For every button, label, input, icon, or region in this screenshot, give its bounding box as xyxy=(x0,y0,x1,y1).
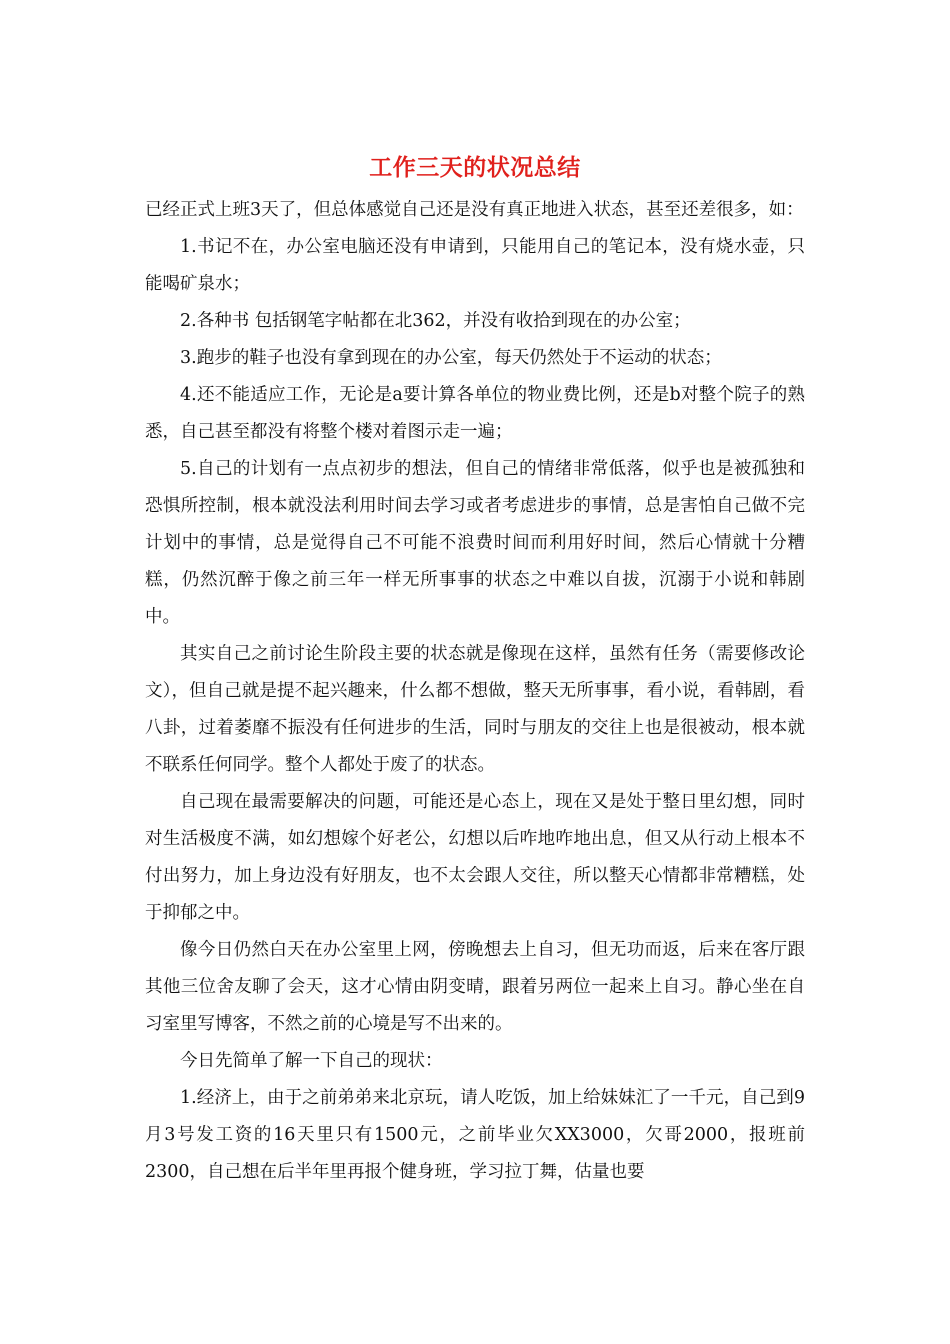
paragraph: 已经正式上班3天了，但总体感觉自己还是没有真正地进入状态，甚至还差很多，如： xyxy=(145,200,804,220)
paragraph: 5.自己的计划有一点点初步的想法，但自己的情绪非常低落，似乎也是被孤独和恐惧所控制，根本就没法利用时间去学习或者考虑进步的事情，总是害怕自己做不完计划中的事情，总是觉得自己不可能不浪费时间而利用好时间，然后心情就十分糟糕，仍然沉醉于像之前三年一样无所事事的状态之中难以自拔，沉溺于小说和韩剧中。 xyxy=(145,459,805,627)
paragraph: 今日先简单了解一下自己的现状： xyxy=(180,1051,443,1071)
paragraph: 2.各种书 包括钢笔字帖都在北362，并没有收拾到现在的办公室； xyxy=(180,311,691,331)
paragraph: 1.书记不在，办公室电脑还没有申请到，只能用自己的笔记本，没有烧水壶，只能喝矿泉水； xyxy=(145,237,805,294)
paragraph: 3.跑步的鞋子也没有拿到现在的办公室，每天仍然处于不运动的状态； xyxy=(180,348,722,368)
document-body xyxy=(145,192,805,1191)
paragraph: 其实自己之前讨论生阶段主要的状态就是像现在这样，虽然有任务（需要修改论文），但自己就是提不起兴趣来，什么都不想做，整天无所事事，看小说，看韩剧，看八卦，过着萎靡不振没有任何进步的生活，同时与朋友的交往上也是很被动，根本就不联系任何同学。整个人都处于废了的状态。 xyxy=(145,644,805,775)
document-title: 工作三天的状况总结 xyxy=(369,154,581,181)
paragraph: 自己现在最需要解决的问题，可能还是心态上，现在又是处于整日里幻想，同时对生活极度不满，如幻想嫁个好老公，幻想以后咋地咋地出息，但又从行动上根本不付出努力，加上身边没有好朋友，也不太会跟人交往，所以整天心情都非常糟糕，处于抑郁之中。 xyxy=(145,792,805,923)
paragraph: 1.经济上，由于之前弟弟来北京玩，请人吃饭，加上给妹妹汇了一千元，自己到9月3号发工资的16天里只有1500元，之前毕业欠XX3000，欠哥2000，报班前2300，自己想在后半年里再报个健身班，学习拉丁舞，估量也要 xyxy=(145,1088,805,1182)
paragraph: 像今日仍然白天在办公室里上网，傍晚想去上自习，但无功而返，后来在客厅跟其他三位舍友聊了会天，这才心情由阴变晴，跟着另两位一起来上自习。静心坐在自习室里写博客，不然之前的心境是写不出来的。 xyxy=(145,940,805,1034)
paragraph: 4.还不能适应工作，无论是a要计算各单位的物业费比例，还是b对整个院子的熟悉，自己甚至都没有将整个楼对着图示走一遍； xyxy=(145,385,805,442)
